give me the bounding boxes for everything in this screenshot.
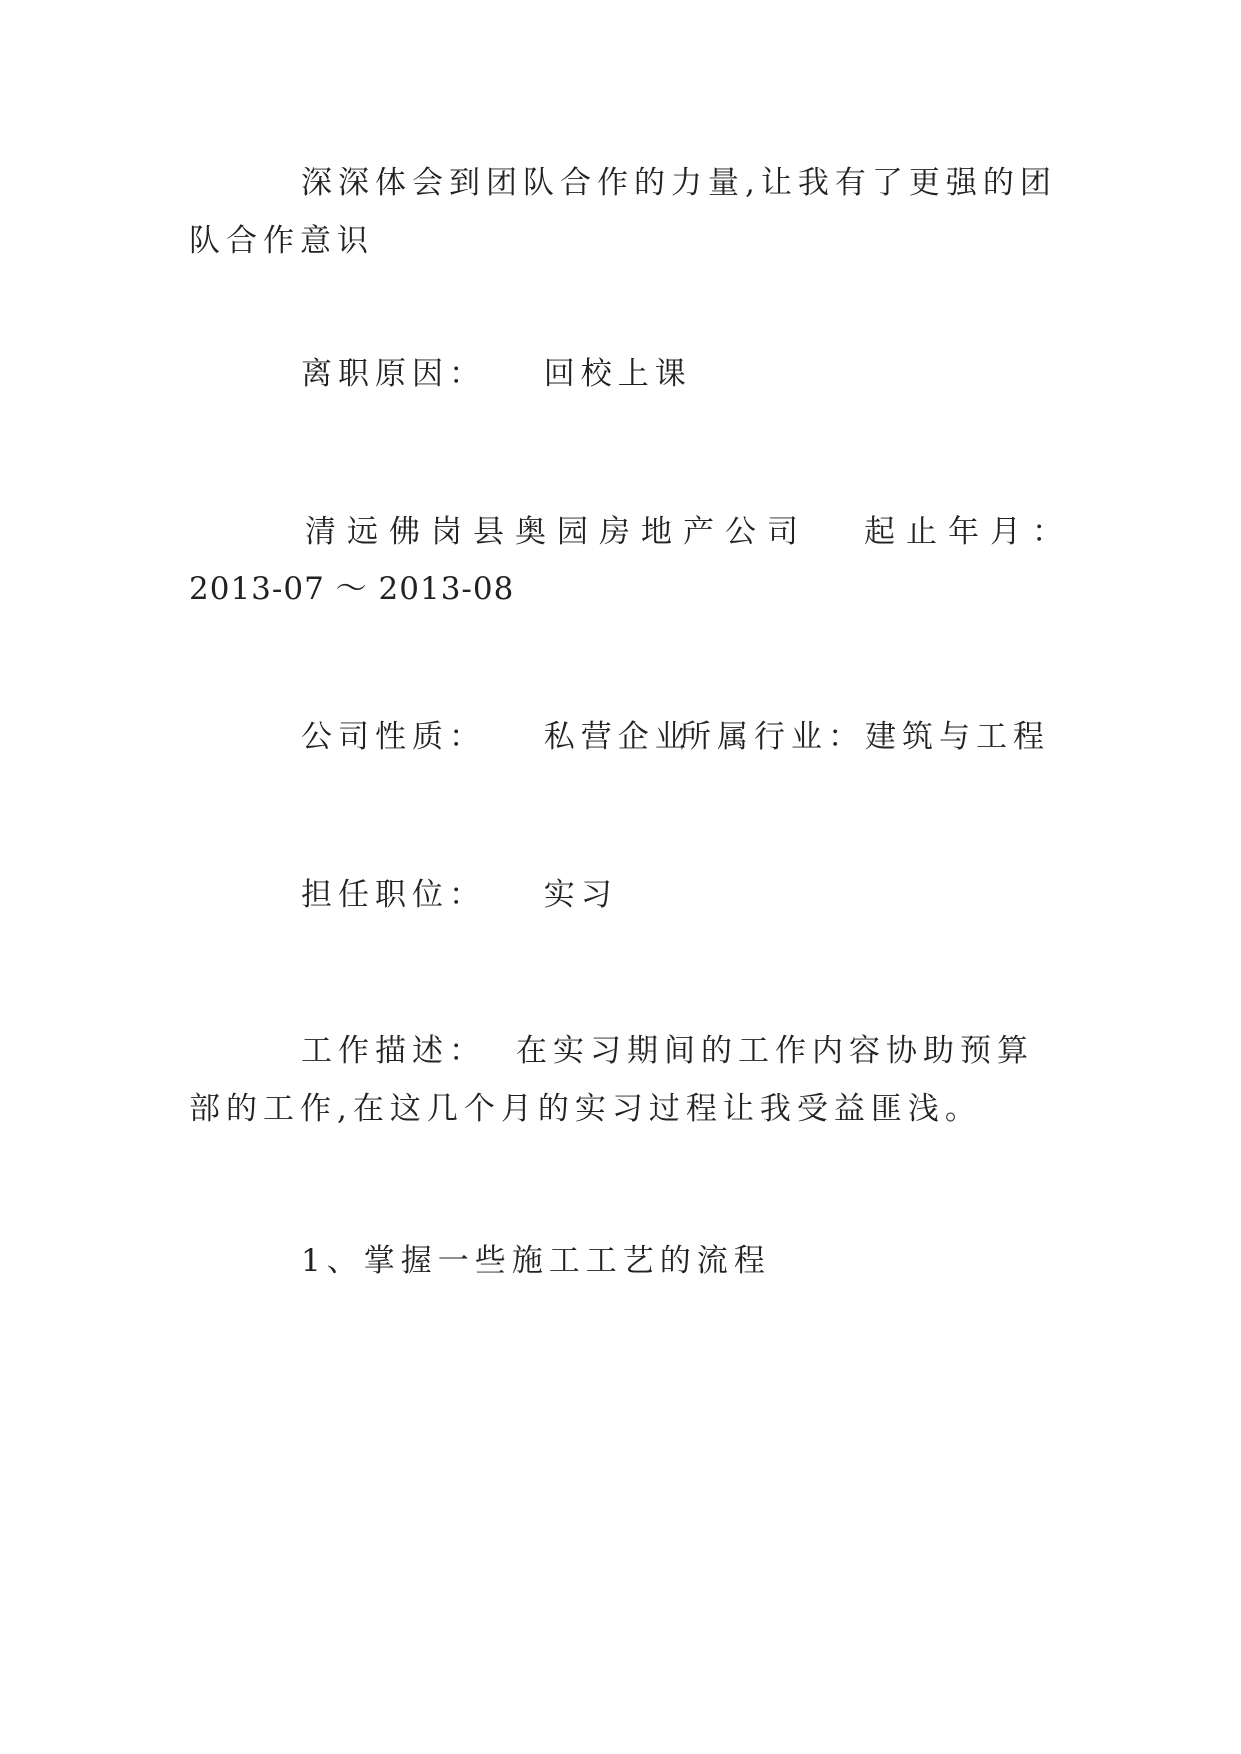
leave-reason-line — [301, 345, 692, 403]
position-line — [301, 866, 618, 924]
position-label: 担任职位： — [301, 877, 486, 913]
company-nature-line — [301, 708, 692, 766]
work-description-label: 工作描述： — [301, 1033, 486, 1069]
company-name: 清远佛岗县奥园房地产公司 — [305, 514, 809, 550]
industry-line — [680, 708, 1050, 766]
leave-reason-label: 离职原因： — [301, 356, 486, 392]
work-description-value: 在实习期间的工作内容协助预算部的工作,在这几个月的实习过程让我受益匪浅。 — [189, 1033, 1034, 1127]
company-line — [305, 503, 809, 561]
industry-value: 建筑与工程 — [865, 719, 1050, 755]
period-value: 2013-07 ～ 2013-08 — [189, 571, 515, 607]
company-nature-value: 私营企业 — [543, 719, 692, 755]
position-value: 实习 — [543, 877, 618, 913]
teamwork-paragraph: 深深体会到团队合作的力量,让我有了更强的团队合作意识 — [189, 165, 1057, 259]
period-value-line — [189, 560, 514, 618]
company-nature-label: 公司性质： — [301, 719, 486, 755]
work-description-paragraph — [189, 1022, 1057, 1138]
list-item-1 — [301, 1232, 771, 1290]
leave-reason-value: 回校上课 — [543, 356, 692, 392]
period-label: 起止年月： — [864, 514, 1074, 550]
industry-label: 所属行业： — [680, 719, 865, 755]
list-item-text: 1、掌握一些施工工艺的流程 — [301, 1243, 771, 1279]
period-label-line — [864, 503, 1074, 561]
